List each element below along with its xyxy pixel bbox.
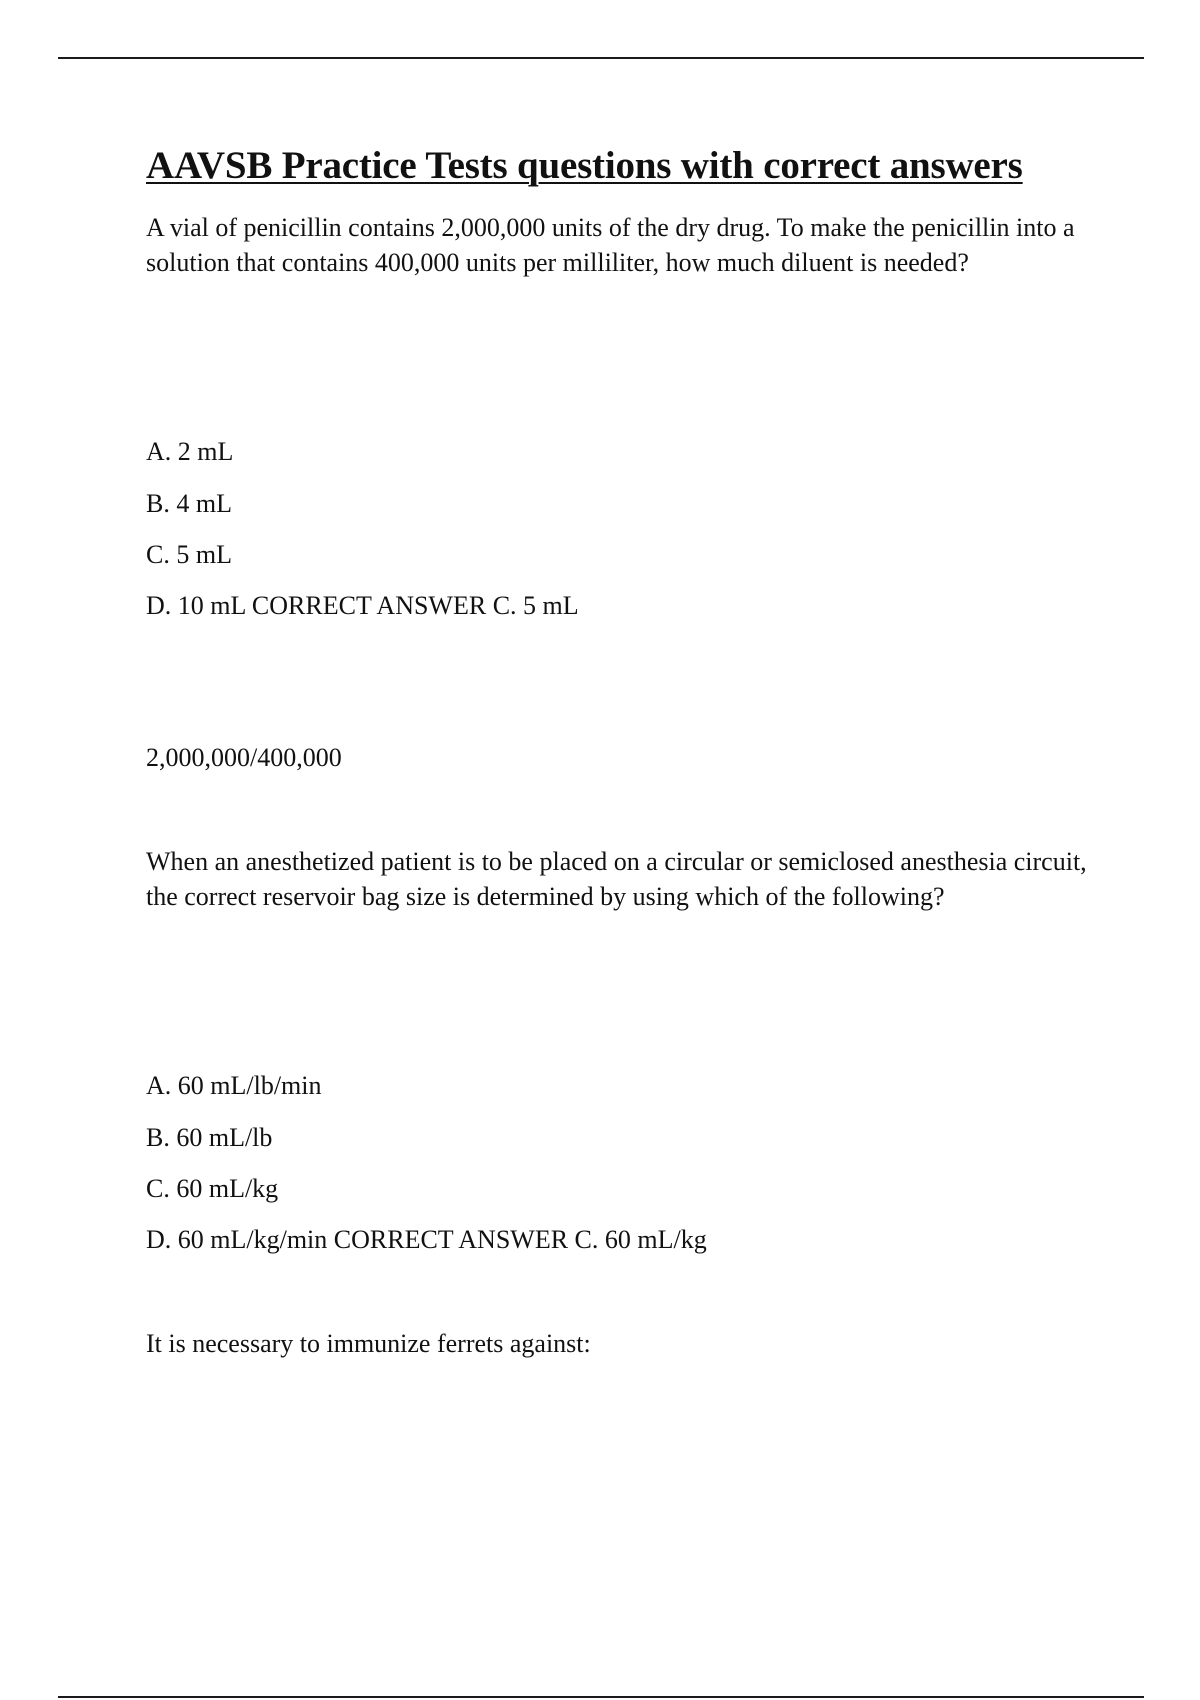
question-2-option-b: B. 60 mL/lb bbox=[146, 1123, 273, 1152]
question-1-option-c: C. 5 mL bbox=[146, 540, 232, 569]
question-2-option-a: A. 60 mL/lb/min bbox=[146, 1071, 322, 1100]
question-1-option-d-answer: D. 10 mL CORRECT ANSWER C. 5 mL bbox=[146, 591, 579, 620]
document-title: AAVSB Practice Tests questions with correct answers bbox=[146, 144, 1023, 187]
header-rule bbox=[58, 57, 1144, 59]
question-2-text: When an anesthetized patient is to be placed on a circular or semiclosed anesthesia circuit, the correct reservoir bag size is determined by using which of the following? bbox=[146, 847, 1087, 911]
question-1-explanation: 2,000,000/400,000 bbox=[146, 743, 342, 772]
question-2-option-d-answer: D. 60 mL/kg/min CORRECT ANSWER C. 60 mL/kg bbox=[146, 1225, 707, 1254]
question-3-text: It is necessary to immunize ferrets against: bbox=[146, 1329, 591, 1358]
question-1-option-b: B. 4 mL bbox=[146, 489, 232, 518]
footer-rule bbox=[58, 1696, 1144, 1698]
question-2-option-c: C. 60 mL/kg bbox=[146, 1174, 279, 1203]
question-1-text: A vial of penicillin contains 2,000,000 units of the dry drug. To make the penicillin into a solution that contains 400,000 units per milliliter, how much diluent is needed? bbox=[146, 213, 1075, 277]
question-1-option-a: A. 2 mL bbox=[146, 437, 234, 466]
